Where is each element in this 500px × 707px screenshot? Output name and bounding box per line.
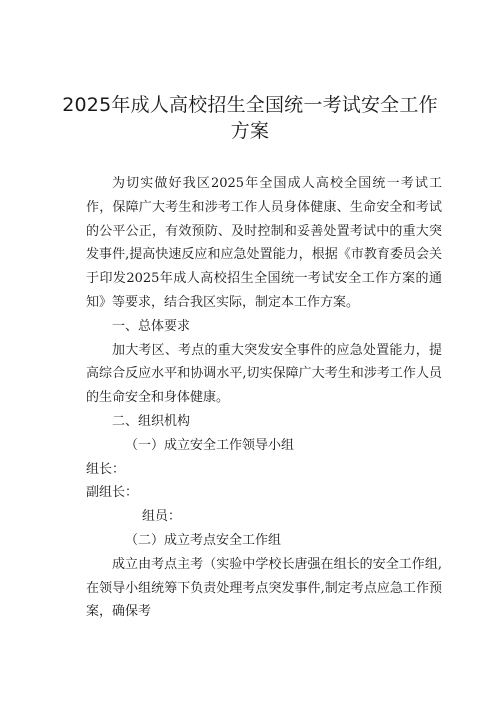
section1-paragraph: 加大考区、考点的重大突发安全事件的应急处置能力，提高综合反应水平和协调水平,切实保障广大考生和涉考工作人员的生命安全和身体健康。 bbox=[86, 342, 442, 406]
subsection2-paragraph: 成立由考点主考（实验中学校长唐强在组长的安全工作组,在领导小组统筹下负责处理考点突发事件,制定考点应急工作预案，确保考 bbox=[86, 556, 442, 620]
section2-heading: 二、组织机构 bbox=[112, 413, 191, 429]
document-body bbox=[86, 172, 442, 624]
intro-paragraph: 为切实做好我区2025年全国成人高校全国统一考试工作，保障广大考生和涉考工作人员身体健康、生命安全和考试的公平公正，有效预防、及时控制和妥善处置考试中的重大突发事件,提高快速反应和应急处置能力，根据《市教育委员会关于印发2025年成人高校招生全国统一考试安全工作方案的通知》等要求，结合我区实际，制定本工作方案。 bbox=[86, 176, 442, 310]
member-label: 组员： bbox=[142, 509, 182, 525]
section1-heading: 一、总体要求 bbox=[112, 318, 191, 334]
deputy-leader-label: 副组长： bbox=[86, 485, 139, 501]
leader-label: 组长： bbox=[86, 461, 126, 477]
subsection1-heading: （一）成立安全工作领导小组 bbox=[125, 437, 295, 453]
subsection2-heading: （二）成立考点安全工作组 bbox=[125, 532, 282, 548]
document-title: 2025年成人高校招生全国统一考试安全工作方案 bbox=[62, 94, 438, 142]
